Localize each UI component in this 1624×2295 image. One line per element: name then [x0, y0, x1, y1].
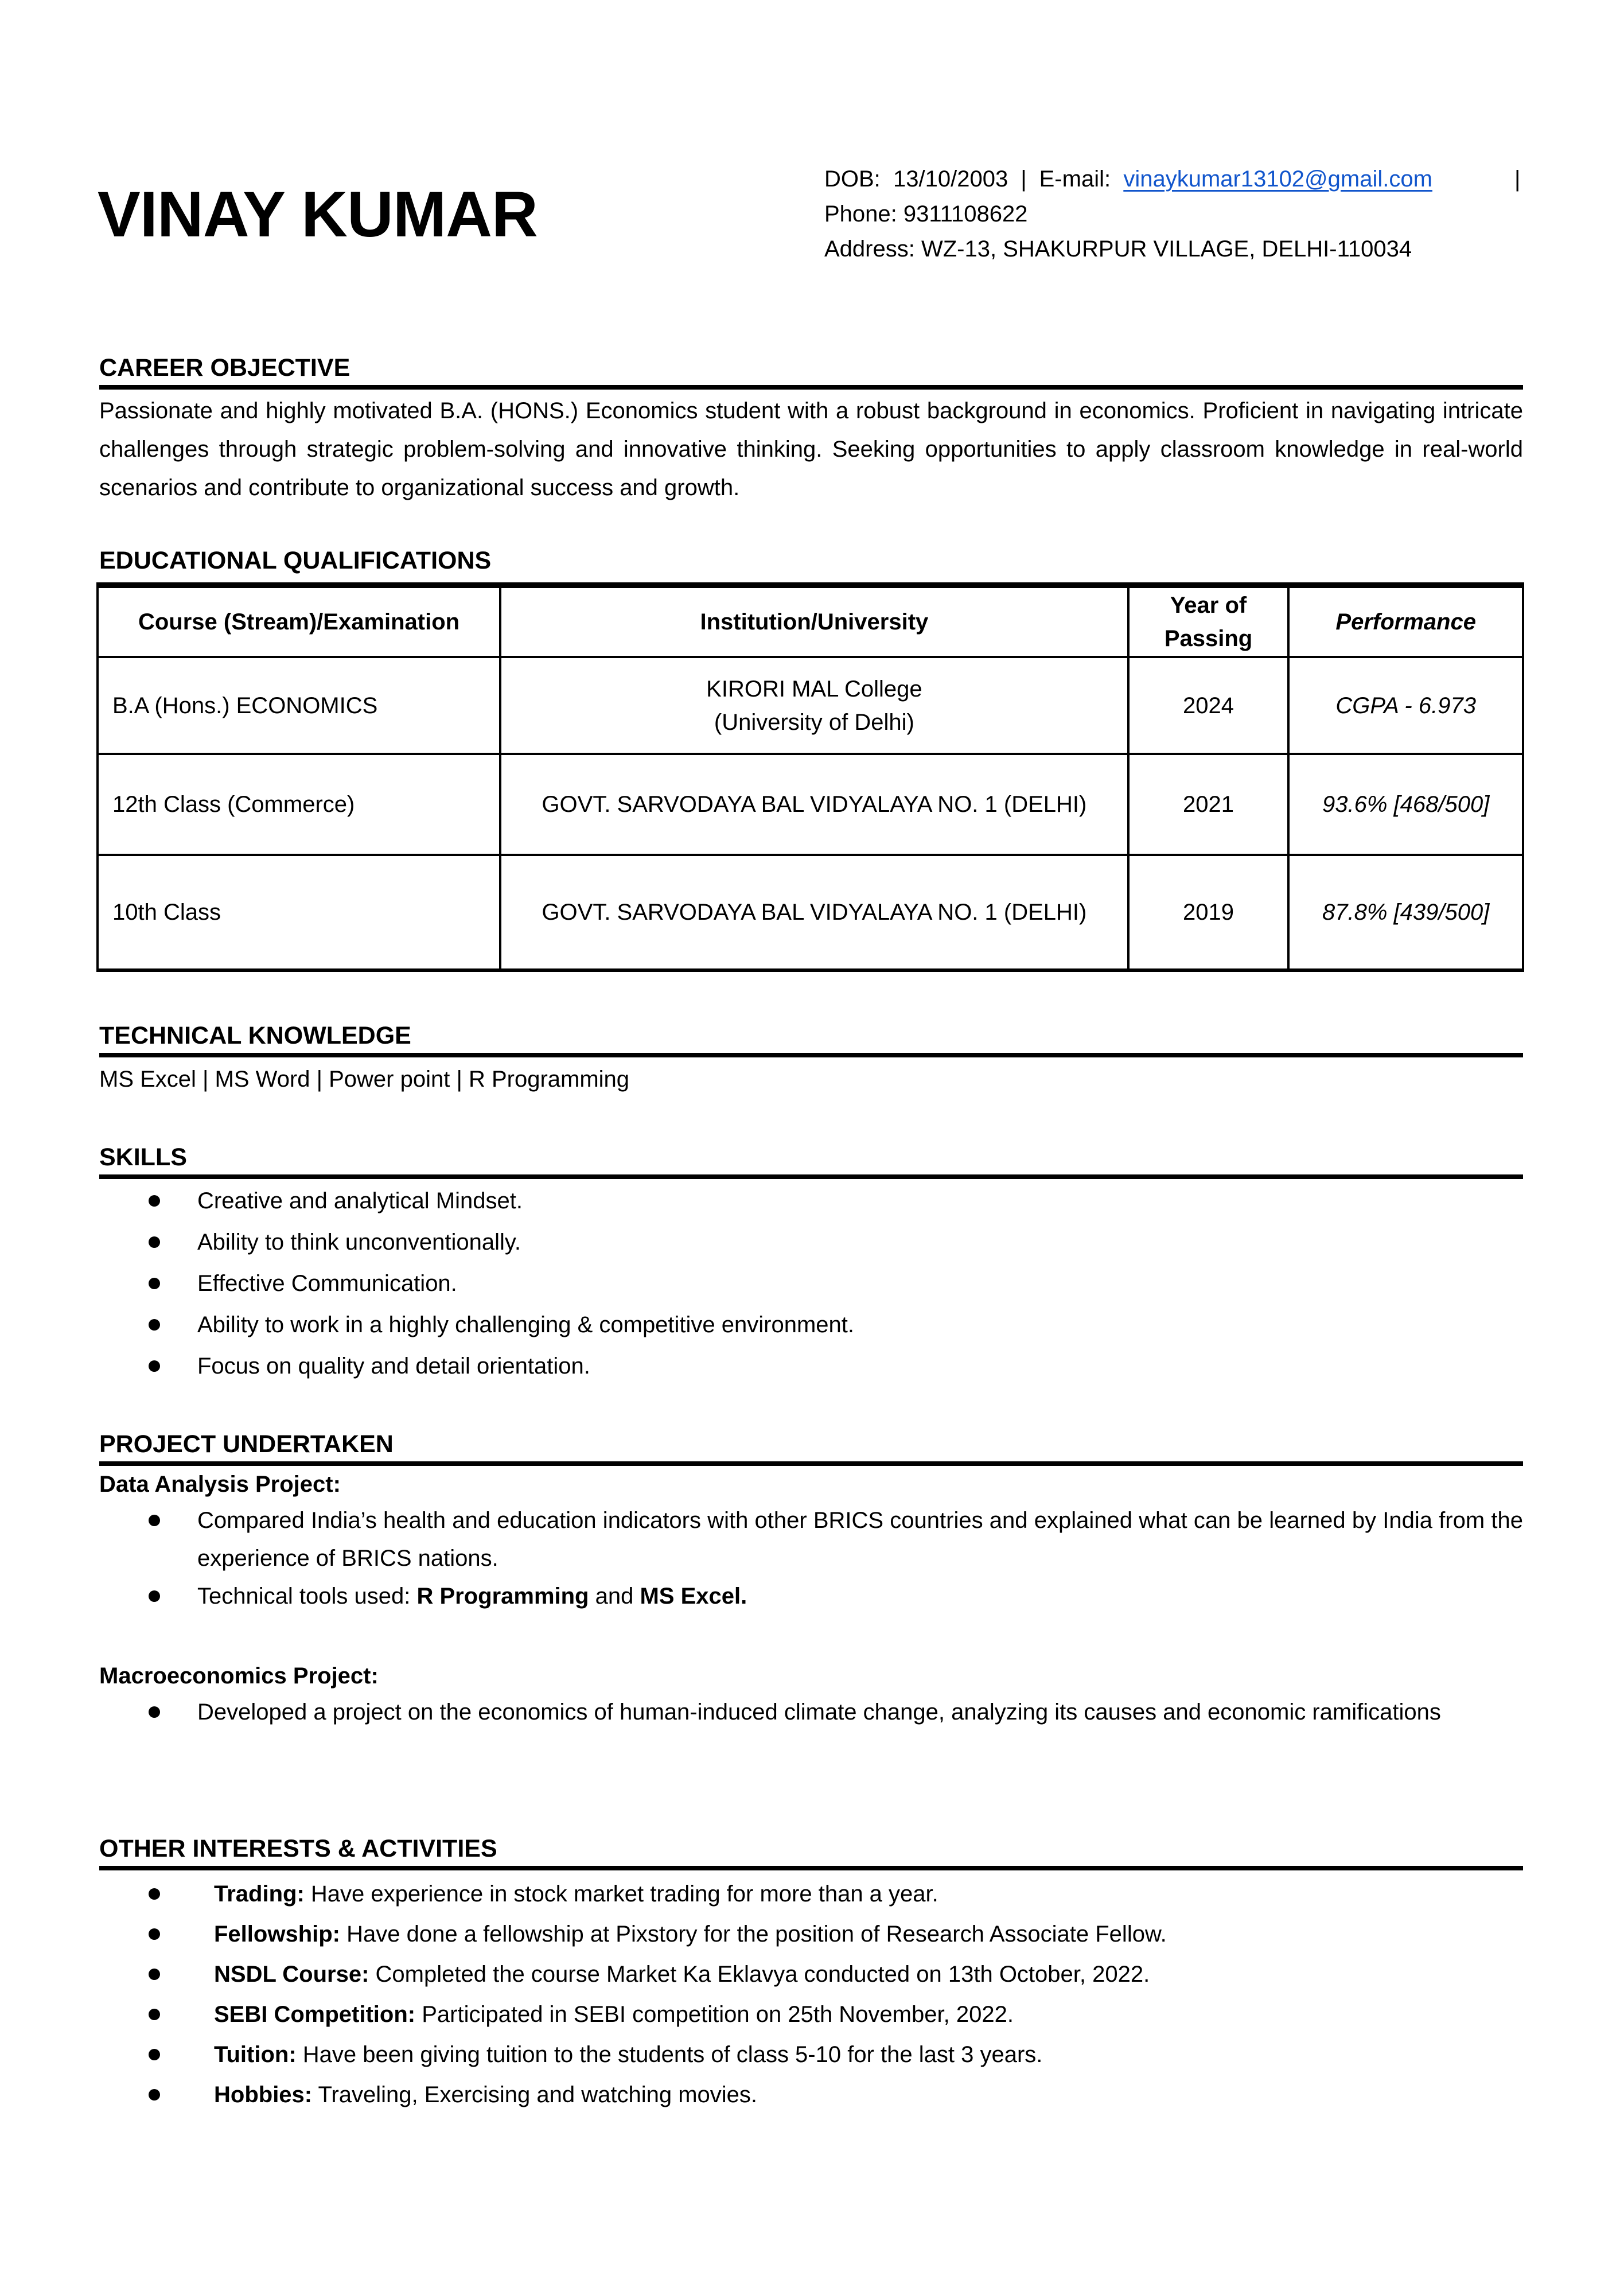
- project-bullet-text: Technical tools used:: [197, 1584, 417, 1609]
- dob-email-row: [824, 162, 1530, 197]
- year-cell: 2021: [1128, 754, 1289, 855]
- tool-name: R Programming: [416, 1584, 589, 1609]
- interest-label: NSDL Course:: [214, 1962, 369, 1987]
- column-header: Year of Passing: [1128, 585, 1289, 657]
- email-link[interactable]: vinaykumar13102@gmail.com: [1123, 166, 1432, 192]
- section-divider: [99, 1174, 1523, 1179]
- year-cell: 2019: [1128, 855, 1289, 970]
- section-divider: [99, 1461, 1523, 1466]
- email-label: E-mail:: [1039, 166, 1111, 192]
- separator: |: [1021, 166, 1027, 192]
- bullet-icon: [149, 1278, 160, 1289]
- skill-text: Focus on quality and detail orientation.: [197, 1353, 590, 1379]
- interest-text: Traveling, Exercising and watching movies.: [312, 2082, 758, 2107]
- table-header-row: [98, 585, 1523, 657]
- interest-text: Have done a fellowship at Pixstory for the position of Research Associate Fellow.: [340, 1921, 1167, 1947]
- table-row: [98, 754, 1523, 855]
- bullet-icon: [149, 1928, 160, 1940]
- section-heading: TECHNICAL KNOWLEDGE: [99, 1022, 411, 1049]
- performance-cell: 87.8% [439/500]: [1288, 855, 1523, 970]
- tool-name: MS Excel.: [640, 1584, 747, 1609]
- bullet-icon: [149, 1360, 160, 1372]
- education-section: [99, 547, 1523, 574]
- list-item: [99, 1222, 1523, 1263]
- list-item: [99, 1954, 1523, 1994]
- interest-text: Completed the course Market Ka Eklavya conducted on 13th October, 2022.: [369, 1962, 1150, 1987]
- bullet-icon: [149, 2049, 160, 2060]
- bullet-icon: [149, 1969, 160, 1980]
- contact-block: [824, 162, 1530, 267]
- career-objective-section: [99, 354, 1523, 507]
- list-item: [99, 1914, 1523, 1954]
- list-item: [99, 2035, 1523, 2075]
- dob-label: DOB:: [824, 166, 881, 192]
- section-heading: SKILLS: [99, 1143, 187, 1171]
- institution-name: KIRORI MAL College: [706, 676, 922, 702]
- institution-cell: GOVT. SARVODAYA BAL VIDYALAYA NO. 1 (DELHI): [500, 754, 1128, 855]
- technical-knowledge-section: [99, 1022, 1523, 1096]
- bullet-icon: [149, 1515, 160, 1526]
- section-divider: [99, 1866, 1523, 1870]
- column-header: Course (Stream)/Examination: [98, 585, 500, 657]
- interest-text: Participated in SEBI competition on 25th November, 2022.: [415, 2002, 1014, 2027]
- project-bullet-text: Developed a project on the economics of human-induced climate change, analyzing its causes and economic ramifications: [197, 1699, 1441, 1725]
- phone-label: Phone:: [824, 201, 897, 227]
- performance-cell: 93.6% [468/500]: [1288, 754, 1523, 855]
- project-title: Data Analysis Project:: [99, 1472, 341, 1497]
- project-bullets: [99, 1502, 1523, 1615]
- bullet-icon: [149, 1195, 160, 1207]
- list-item: [99, 1180, 1523, 1222]
- interest-label: Trading:: [214, 1881, 305, 1907]
- interest-text: Have been giving tuition to the students of class 5-10 for the last 3 years.: [296, 2042, 1043, 2067]
- performance-cell: CGPA - 6.973: [1288, 657, 1523, 754]
- bullet-icon: [149, 2089, 160, 2100]
- year-cell: 2024: [1128, 657, 1289, 754]
- projects-section: [99, 1430, 1523, 1731]
- project-title: Macroeconomics Project:: [99, 1663, 379, 1689]
- phone-row: [824, 197, 1530, 232]
- address-value: WZ-13, SHAKURPUR VILLAGE, DELHI-110034: [921, 236, 1412, 262]
- candidate-name: VINAY KUMAR: [98, 178, 538, 250]
- interests-section: [99, 1835, 1523, 2115]
- list-item: [99, 1994, 1523, 2035]
- list-item: [99, 1502, 1523, 1577]
- project-bullets: [99, 1693, 1523, 1731]
- course-cell: 10th Class: [98, 855, 500, 970]
- section-heading: CAREER OBJECTIVE: [99, 354, 350, 382]
- separator-trailing: |: [1514, 166, 1521, 192]
- list-item: [99, 1304, 1523, 1345]
- address-label: Address:: [824, 236, 915, 262]
- list-item: [99, 1263, 1523, 1304]
- list-item: [99, 2075, 1523, 2115]
- section-heading: EDUCATIONAL QUALIFICATIONS: [99, 547, 492, 574]
- interest-label: Hobbies:: [214, 2082, 313, 2107]
- institution-cell: [500, 657, 1128, 754]
- section-divider: [99, 385, 1523, 390]
- bullet-icon: [149, 1319, 160, 1331]
- skills-list: [99, 1180, 1523, 1387]
- bullet-icon: [149, 2009, 160, 2020]
- skill-text: Effective Communication.: [197, 1271, 457, 1296]
- interests-list: [99, 1874, 1523, 2115]
- bullet-icon: [149, 1888, 160, 1900]
- list-item: [99, 1577, 1523, 1615]
- interest-text: Have experience in stock market trading for more than a year.: [304, 1881, 938, 1907]
- list-item: [99, 1693, 1523, 1731]
- table-row: [98, 855, 1523, 970]
- list-item: [99, 1345, 1523, 1387]
- skill-text: Ability to think unconventionally.: [197, 1230, 521, 1255]
- table-row: [98, 657, 1523, 754]
- course-cell: 12th Class (Commerce): [98, 754, 500, 855]
- bullet-icon: [149, 1590, 160, 1602]
- skill-text: Creative and analytical Mindset.: [197, 1188, 523, 1213]
- column-header: Performance: [1288, 585, 1523, 657]
- section-heading: OTHER INTERESTS & ACTIVITIES: [99, 1835, 497, 1862]
- institution-cell: GOVT. SARVODAYA BAL VIDYALAYA NO. 1 (DELHI): [500, 855, 1128, 970]
- education-table: [96, 582, 1524, 972]
- interest-label: SEBI Competition:: [214, 2002, 416, 2027]
- interest-label: Fellowship:: [214, 1921, 340, 1947]
- technical-knowledge-text: MS Excel | MS Word | Power point | R Programming: [99, 1067, 630, 1092]
- interest-label: Tuition:: [214, 2042, 297, 2067]
- list-item: [99, 1874, 1523, 1914]
- project-bullet-text: and: [589, 1584, 640, 1609]
- skills-section: [99, 1143, 1523, 1387]
- bullet-icon: [149, 1236, 160, 1248]
- course-cell: B.A (Hons.) ECONOMICS: [98, 657, 500, 754]
- address-row: [824, 232, 1530, 267]
- institution-sub: (University of Delhi): [714, 709, 914, 735]
- project-bullet-text: Compared India’s health and education indicators with other BRICS countries and explained what can be learned by India from the experience of BRICS nations.: [197, 1508, 1523, 1571]
- dob-value: 13/10/2003: [893, 166, 1008, 192]
- section-heading: PROJECT UNDERTAKEN: [99, 1430, 394, 1458]
- career-objective-text: Passionate and highly motivated B.A. (HONS.) Economics student with a robust background in economics. Proficient in navigating intricate challenges through strategic problem-solving and innovative thinking. Seeking opportunities to apply classroom knowledge in real-world scenarios and contribute to organizational success and growth.: [99, 398, 1523, 500]
- skill-text: Ability to work in a highly challenging & competitive environment.: [197, 1312, 855, 1337]
- phone-value: 9311108622: [903, 201, 1028, 227]
- column-header: Institution/University: [500, 585, 1128, 657]
- bullet-icon: [149, 1706, 160, 1718]
- section-divider: [99, 1053, 1523, 1057]
